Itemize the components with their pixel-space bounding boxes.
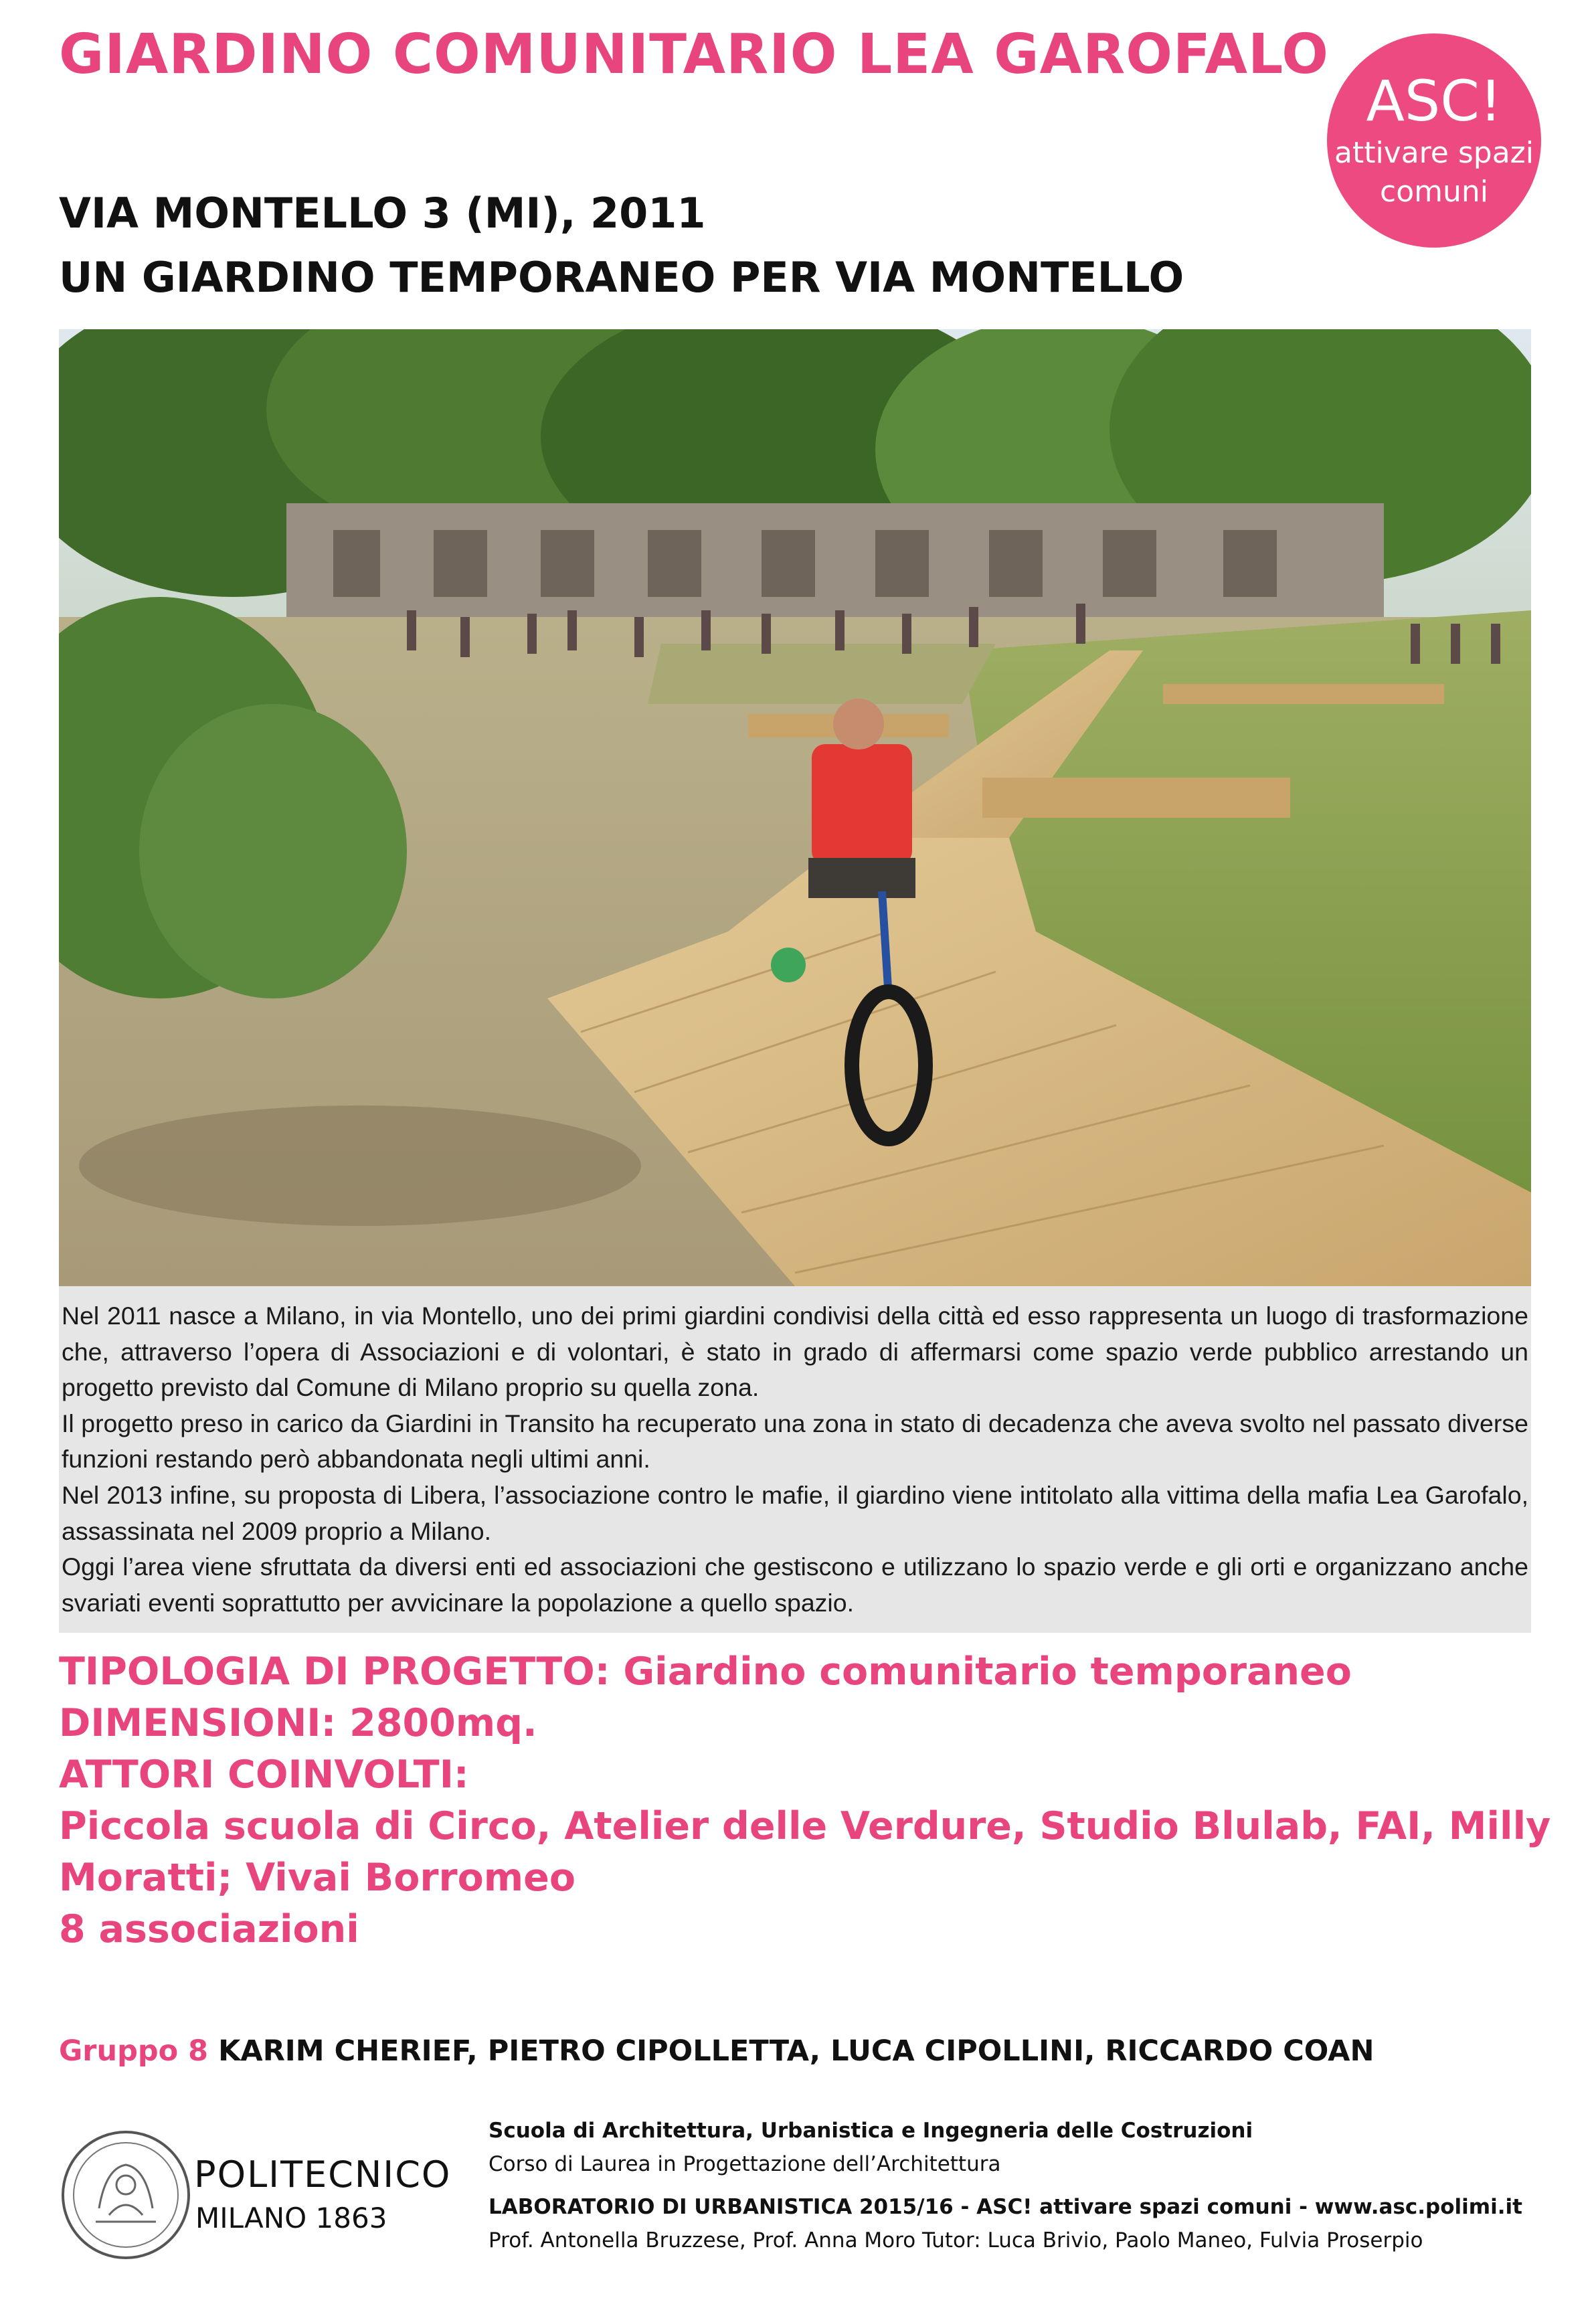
group-credits — [59, 2034, 1374, 2068]
description-box — [59, 1286, 1531, 1633]
associations-count: 8 associazioni — [59, 1907, 359, 1951]
description-paragraph: Oggi l’area viene sfruttata da diversi enti ed associazioni che gestiscono e utilizzano lo spazio verde e gli orti e organizzano anche svariati eventi soprattutto per avvicinare la popolazione a quello spazio. — [62, 1553, 1528, 1617]
project-type: TIPOLOGIA DI PROGETTO: Giardino comunitario temporaneo — [59, 1650, 1352, 1694]
project-dimensions: DIMENSIONI: 2800mq. — [59, 1701, 537, 1745]
footer-course: Corso di Laurea in Progettazione dell’Architettura — [489, 2152, 1001, 2176]
actors-label: ATTORI COINVOLTI: — [59, 1753, 469, 1797]
project-info — [59, 1646, 1551, 1955]
subtitle-address: VIA MONTELLO 3 (MI), 2011 — [59, 189, 706, 238]
subtitle-project: UN GIARDINO TEMPORANEO PER VIA MONTELLO — [59, 253, 1184, 302]
badge-main: ASC! — [1366, 68, 1502, 134]
logo-subtitle: MILANO 1863 — [195, 2202, 387, 2234]
footer-school: Scuola di Architettura, Urbanistica e Ingegneria delle Costruzioni — [489, 2119, 1253, 2143]
footer-professors: Prof. Antonella Bruzzese, Prof. Anna Moro Tutor: Luca Brivio, Paolo Maneo, Fulvia Proserpio — [489, 2228, 1423, 2252]
badge-line-1: attivare spazi — [1334, 136, 1534, 170]
group-label: Gruppo 8 — [59, 2034, 209, 2068]
page-title: GIARDINO COMUNITARIO LEA GAROFALO — [59, 23, 1330, 86]
politecnico-seal-icon — [59, 2128, 193, 2262]
group-members: KARIM CHERIEF, PIETRO CIPOLLETTA, LUCA CIPOLLINI, RICCARDO COAN — [218, 2034, 1375, 2068]
actors-list: Piccola scuola di Circo, Atelier delle Verdure, Studio Blulab, FAI, Milly Moratti; Vivai Borromeo — [59, 1804, 1551, 1900]
description-paragraph: Nel 2013 infine, su proposta di Libera, l’associazione contro le mafie, il giardino viene intitolato alla vittima della mafia Lea Garofalo, assassinata nel 2009 proprio a Milano. — [62, 1480, 1528, 1545]
badge-text — [1327, 134, 1541, 211]
description-paragraph: Il progetto preso in carico da Giardini in Transito ha recuperato una zona in stato di decadenza che aveva svolto nel passato diverse funzioni restando però abbandonata negli ultimi anni. — [62, 1409, 1528, 1474]
garden-photo — [59, 329, 1531, 1286]
footer-lab: LABORATORIO DI URBANISTICA 2015/16 - ASC! attivare spazi comuni - www.asc.polimi.it — [489, 2195, 1522, 2219]
asc-badge — [1327, 33, 1541, 248]
badge-line-2: comuni — [1380, 175, 1488, 209]
description-paragraph: Nel 2011 nasce a Milano, in via Montello, uno dei primi giardini condivisi della città ed esso rappresenta un luogo di trasformazione che, attraverso l’opera di Associazioni e di volontari, è stato in grado di affermarsi come spazio verde pubblico arrestando un progetto previsto dal Comune di Milano proprio su quella zona. — [62, 1302, 1528, 1402]
logo-name: POLITECNICO — [194, 2153, 452, 2196]
